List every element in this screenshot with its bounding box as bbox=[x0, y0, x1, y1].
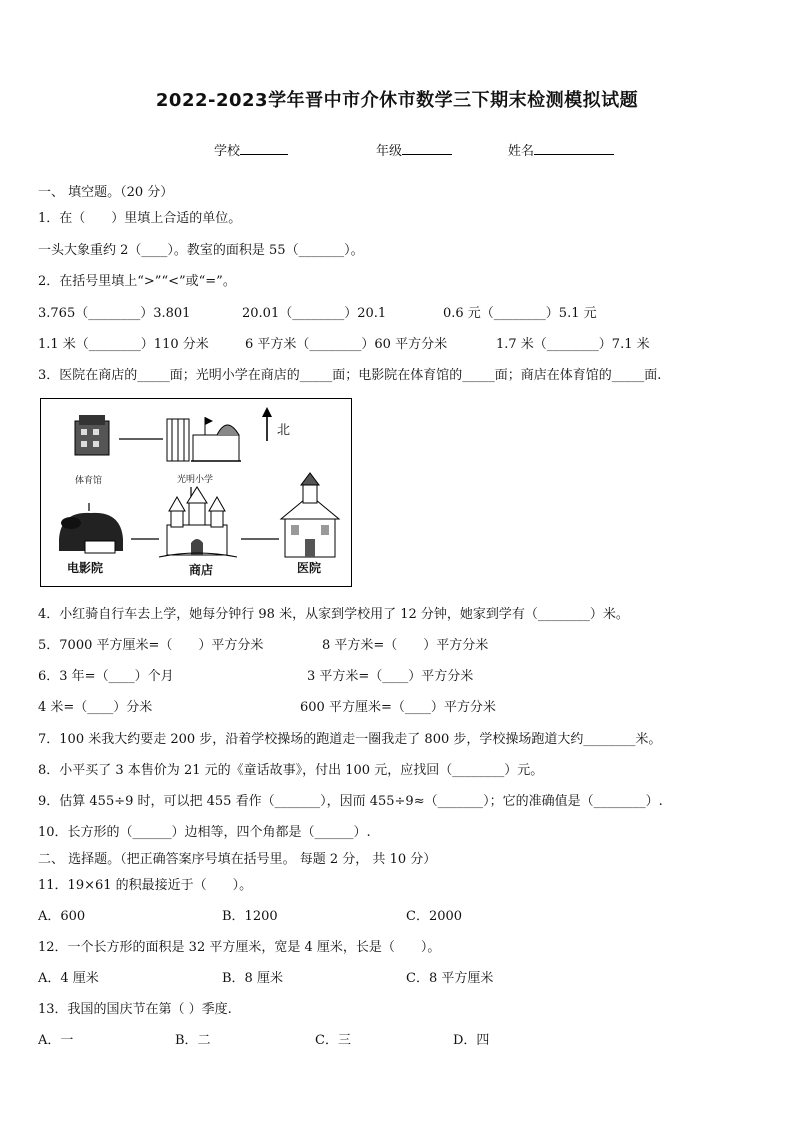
page-title: 2022-2023学年晋中市介休市数学三下期末检测模拟试题 bbox=[155, 90, 639, 111]
q2-item: 1.1 米（________）110 分米 bbox=[38, 337, 209, 352]
q13-option[interactable]: D．四 bbox=[453, 1033, 490, 1048]
q6-item: 6．3 年=（____）个月 bbox=[38, 669, 174, 684]
q7-text: 7．100 米我大约要走 200 步，沿着学校操场的跑道走一圈我走了 800 步，学校操场跑道大约________米。 bbox=[38, 732, 662, 747]
q12-text: 12．一个长方形的面积是 32 平方厘米，宽是 4 厘米，长是（ ）。 bbox=[38, 940, 441, 955]
q6-item: 3 平方米=（____）平方分米 bbox=[307, 669, 474, 684]
q3-text: 3．医院在商店的_____面；光明小学在商店的_____面；电影院在体育馆的_____面；商店在体育馆的_____面. bbox=[38, 368, 662, 383]
q11-option[interactable]: C．2000 bbox=[406, 909, 463, 924]
q5-item: 8 平方米=（ ）平方分米 bbox=[322, 638, 489, 653]
name-label: 姓名 bbox=[508, 144, 535, 159]
map-label-cinema: 电影院 bbox=[67, 561, 104, 575]
q13-option[interactable]: C．三 bbox=[315, 1033, 351, 1048]
q12-option[interactable]: C．8 平方厘米 bbox=[406, 971, 494, 986]
q11-text: 11．19×61 的积最接近于（ ）。 bbox=[38, 878, 253, 893]
q2-item: 1.7 米（________）7.1 米 bbox=[496, 337, 650, 352]
gym-icon bbox=[75, 415, 109, 455]
q6b-item: 600 平方厘米=（____）平方分米 bbox=[300, 700, 496, 715]
q2-item: 6 平方米（________）60 平方分米 bbox=[245, 337, 448, 352]
q2-item: 0.6 元（________）5.1 元 bbox=[443, 306, 597, 321]
map-label-north: 北 bbox=[277, 423, 291, 438]
school-label: 学校 bbox=[214, 144, 241, 159]
shop-icon bbox=[159, 487, 237, 557]
hospital-icon bbox=[281, 473, 339, 557]
q13-text: 13．我国的国庆节在第（ ）季度. bbox=[38, 1002, 232, 1017]
q2-item: 20.01（________）20.1 bbox=[242, 306, 387, 321]
north-arrow-icon bbox=[262, 407, 272, 441]
map-label-gym: 体育馆 bbox=[75, 476, 103, 486]
map-label-shop: 商店 bbox=[189, 563, 214, 577]
q2-text: 2．在括号里填上“>”“<”或“=”。 bbox=[38, 274, 236, 289]
q12-option[interactable]: A．4 厘米 bbox=[38, 971, 99, 986]
q6b-item: 4 米=（____）分米 bbox=[38, 700, 153, 715]
name-field[interactable] bbox=[508, 140, 614, 159]
map-label-school: 光明小学 bbox=[177, 475, 214, 485]
map-label-hospital: 医院 bbox=[297, 561, 322, 575]
name-blank[interactable] bbox=[534, 142, 614, 155]
school-icon bbox=[167, 417, 241, 461]
grade-label: 年级 bbox=[376, 144, 403, 159]
school-blank[interactable] bbox=[240, 142, 288, 155]
q13-option[interactable]: B．二 bbox=[175, 1033, 211, 1048]
cinema-icon bbox=[59, 513, 123, 553]
q11-option[interactable]: B．1200 bbox=[222, 909, 278, 924]
section1-heading: 一、 填空题。（20 分） bbox=[38, 185, 174, 200]
section2-heading: 二、 选择题。（把正确答案序号填在括号里。 每题 2 分， 共 10 分） bbox=[38, 852, 437, 867]
q2-item: 3.765（________）3.801 bbox=[38, 306, 191, 321]
direction-map bbox=[40, 398, 352, 587]
q11-option[interactable]: A．600 bbox=[38, 909, 86, 924]
direction-map-svg bbox=[41, 399, 351, 586]
q13-option[interactable]: A．一 bbox=[38, 1033, 74, 1048]
grade-blank[interactable] bbox=[402, 142, 452, 155]
q10-text: 10．长方形的（______）边相等，四个角都是（______）. bbox=[38, 825, 371, 840]
q4-text: 4．小红骑自行车去上学，她每分钟行 98 米，从家到学校用了 12 分钟，她家到学有（________）米。 bbox=[38, 607, 629, 622]
q8-text: 8．小平买了 3 本售价为 21 元的《童话故事》，付出 100 元，应找回（________）元。 bbox=[38, 763, 544, 778]
q12-option[interactable]: B．8 厘米 bbox=[222, 971, 283, 986]
q1-text: 1．在（ ）里填上合适的单位。 bbox=[38, 211, 242, 226]
grade-field[interactable] bbox=[376, 140, 452, 159]
q1-line: 一头大象重约 2（____）。教室的面积是 55（_______）。 bbox=[38, 243, 364, 258]
school-field[interactable] bbox=[214, 140, 288, 159]
q9-text: 9．估算 455÷9 时，可以把 455 看作（_______），因而 455÷9≈（_______）；它的准确值是（________）. bbox=[38, 794, 663, 809]
q5-item: 5．7000 平方厘米=（ ）平方分米 bbox=[38, 638, 264, 653]
